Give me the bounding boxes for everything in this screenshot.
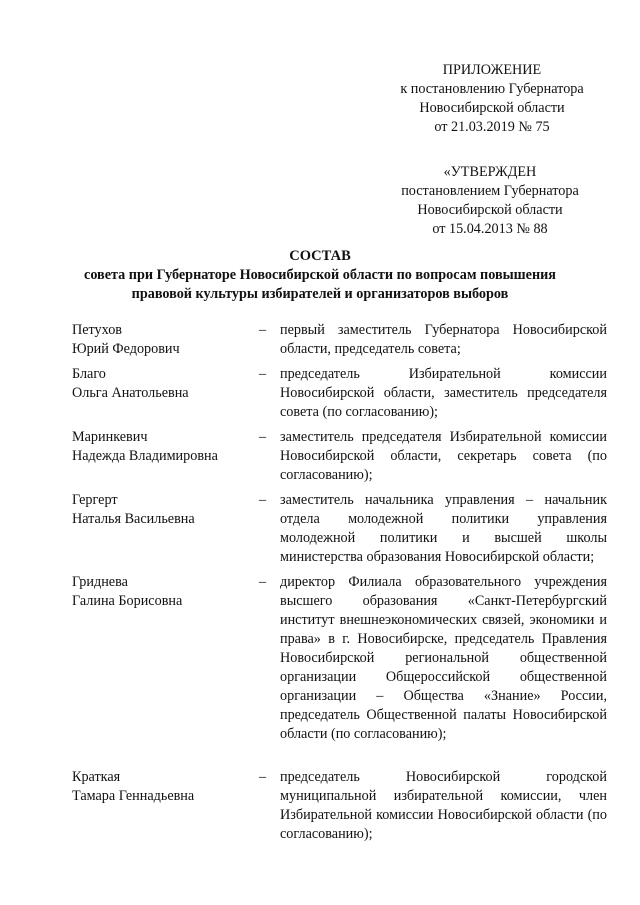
member-surname: Краткая [72, 769, 121, 785]
member-given-name: Наталья Васильевна [72, 511, 195, 527]
members-list [72, 321, 612, 844]
subtitle-line: совета при Губернаторе Новосибирской области по вопросам повышения [84, 267, 556, 283]
member-surname: Благо [72, 366, 106, 382]
member-position: заместитель начальника управления – начальник отдела молодежной политики управления молодежной политики и высшей школы министерства образования Новосибирской области; [280, 492, 607, 565]
appendix-line: Новосибирской области [419, 100, 565, 116]
member-given-name: Тамара Геннадьевна [72, 788, 195, 804]
dash: – [259, 322, 267, 338]
member-name [72, 321, 252, 359]
approved-line: от 15.04.2013 № 88 [432, 221, 548, 237]
appendix-header [372, 61, 612, 137]
member-name [72, 491, 252, 529]
document-title: СОСТАВ [289, 248, 351, 264]
member-position: председатель Новосибирской городской муниципальной избирательной комиссии, член Избирательной комиссии Новосибирской области (по согласованию); [280, 769, 607, 842]
member-surname: Маринкевич [72, 429, 148, 445]
member-row [72, 365, 612, 422]
member-row [72, 428, 612, 485]
dash: – [259, 429, 267, 445]
member-row [72, 491, 612, 567]
member-given-name: Галина Борисовна [72, 593, 183, 609]
member-name [72, 768, 252, 806]
approved-line: «УТВЕРЖДЕН [443, 164, 537, 180]
member-surname: Гриднева [72, 574, 128, 590]
member-position: председатель Избирательной комиссии Новосибирской области, заместитель председателя совета (по согласованию); [280, 366, 607, 420]
approved-line: постановлением Губернатора [401, 183, 579, 199]
appendix-line: к постановлению Губернатора [400, 81, 584, 97]
appendix-line: ПРИЛОЖЕНИЕ [442, 62, 542, 78]
dash: – [259, 492, 267, 508]
dash: – [259, 769, 267, 785]
member-name [72, 573, 252, 611]
member-name [72, 428, 252, 466]
member-position: директор Филиала образовательного учреждения высшего образования «Санкт-Петербургский институт внешнеэкономических связей, экономики и права» в г. Новосибирске, председатель Правления Новосибирской региональной общественной организации Общероссийской общественной организации – Общества «Знание» России, председатель Общественной палаты Новосибирской области (по согласованию); [280, 574, 607, 742]
member-row [72, 573, 612, 744]
member-name [72, 365, 252, 403]
member-position: заместитель председателя Избирательной комиссии Новосибирской области, секретарь совета (по согласованию); [280, 429, 607, 483]
subtitle-line: правовой культуры избирателей и организаторов выборов [131, 286, 509, 302]
approved-header [370, 163, 610, 239]
dash: – [259, 574, 267, 590]
member-surname: Петухов [72, 322, 122, 338]
appendix-line: от 21.03.2019 № 75 [434, 119, 550, 135]
member-row [72, 768, 612, 844]
member-given-name: Ольга Анатольевна [72, 385, 189, 401]
dash: – [259, 366, 267, 382]
member-given-name: Надежда Владимировна [72, 448, 218, 464]
member-given-name: Юрий Федорович [72, 341, 180, 357]
document-subtitle [60, 266, 580, 304]
member-surname: Гергерт [72, 492, 118, 508]
member-row [72, 321, 612, 359]
approved-line: Новосибирской области [417, 202, 563, 218]
member-position: первый заместитель Губернатора Новосибирской области, председатель совета; [280, 322, 607, 357]
